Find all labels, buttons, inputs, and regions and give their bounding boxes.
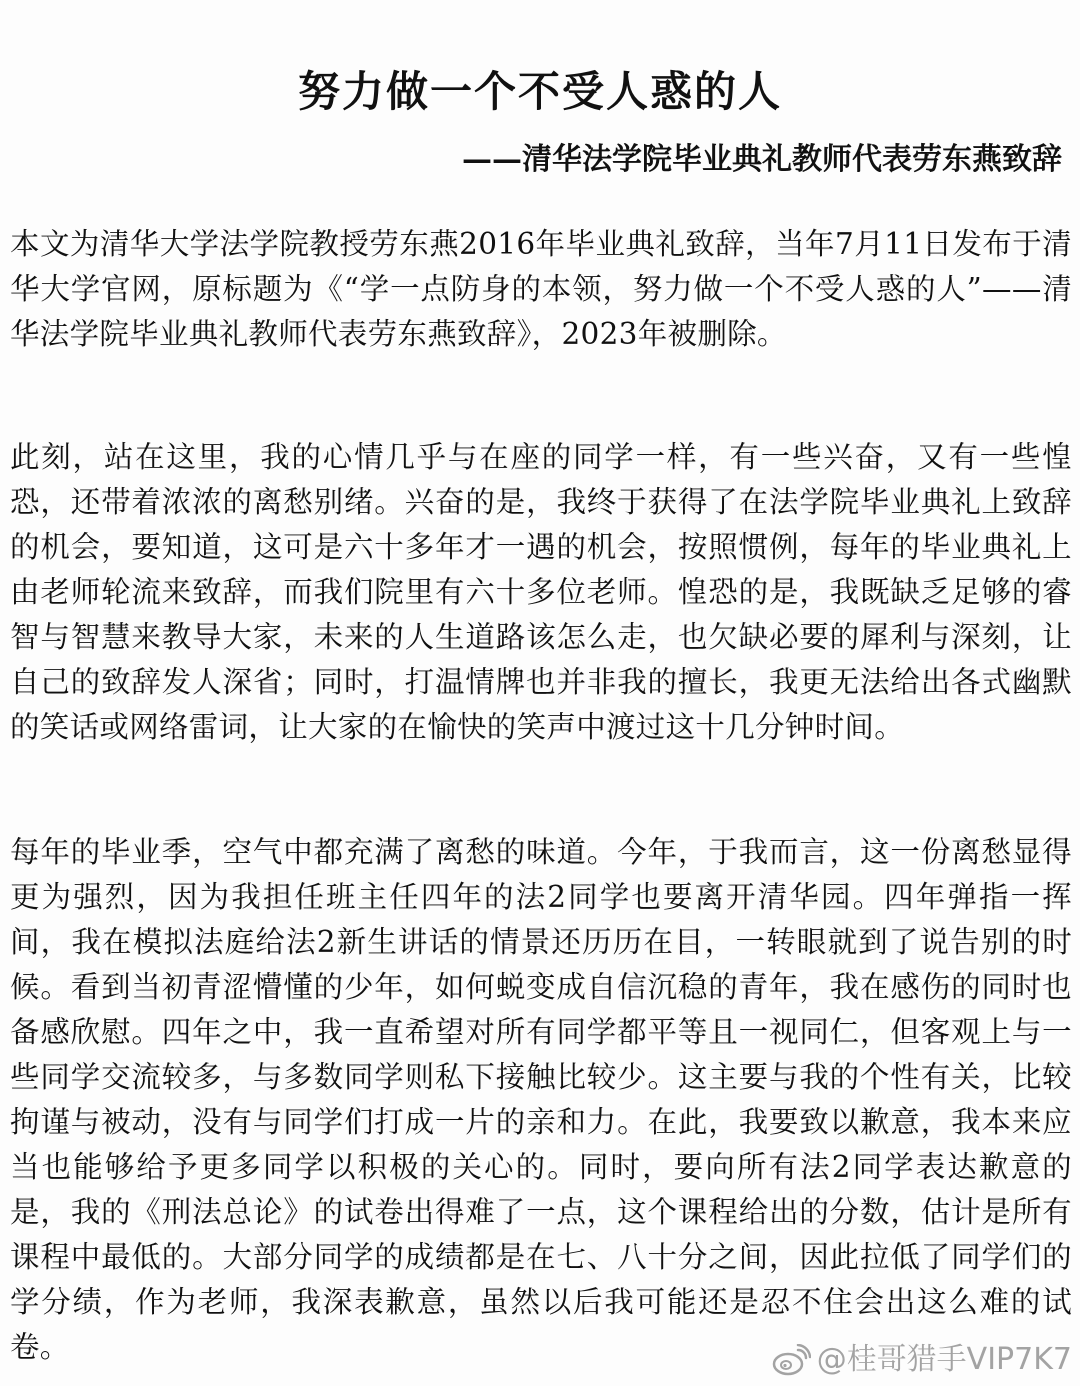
body-paragraph-2: 每年的毕业季，空气中都充满了离愁的味道。今年，于我而言，这一份离愁显得更为强烈，因为我担任班主任四年的法2同学也要离开清华园。四年弹指一挥间，我在模拟法庭给法2新生讲话的情景还历历在目，一转眼就到了说告别的时候。看到当初青涩懵懂的少年，如何蜕变成自信沉稳的青年，我在感伤的同时也备感欣慰。四年之中，我一直希望对所有同学都平等且一视同仁，但客观上与一些同学交流较多，与多数同学则私下接触比较少。这主要与我的个性有关，比较拘谨与被动，没有与同学们打成一片的亲和力。在此，我要致以歉意，我本来应当也能够给予更多同学以积极的关心的。同时，要向所有法2同学表达歉意的是，我的《刑法总论》的试卷出得难了一点，这个课程给出的分数，估计是所有课程中最低的。大部分同学的成绩都是在七、八十分之间，因此拉低了同学们的学分绩，作为老师，我深表歉意，虽然以后我可能还是忍不住会出这么难的试卷。: [10, 835, 1072, 1364]
document-subtitle: ——清华法学院毕业典礼教师代表劳东燕致辞: [462, 142, 1062, 177]
intro-paragraph: 本文为清华大学法学院教授劳东燕2016年毕业典礼致辞，当年7月11日发布于清华大学官网，原标题为《“学一点防身的本领，努力做一个不受人惑的人”——清华法学院毕业典礼教师代表劳东燕致辞》，2023年被删除。: [10, 227, 1072, 351]
weibo-logo-icon: [771, 1344, 811, 1376]
watermark-text: @桂哥猎手VIP7K7: [816, 1342, 1072, 1377]
weibo-watermark: [771, 1340, 1072, 1380]
body-paragraph-1: 此刻，站在这里，我的心情几乎与在座的同学一样，有一些兴奋，又有一些惶恐，还带着浓浓的离愁别绪。兴奋的是，我终于获得了在法学院毕业典礼上致辞的机会，要知道，这可是六十多年才一遇的机会，按照惯例，每年的毕业典礼上由老师轮流来致辞，而我们院里有六十多位老师。惶恐的是，我既缺乏足够的睿智与智慧来教导大家，未来的人生道路该怎么走，也欠缺必要的犀利与深刻，让自己的致辞发人深省；同时，打温情牌也并非我的擅长，我更无法给出各式幽默的笑话或网络雷词，让大家的在愉快的笑声中渡过这十几分钟时间。: [10, 440, 1072, 744]
document-title: 努力做一个不受人惑的人: [297, 67, 782, 116]
